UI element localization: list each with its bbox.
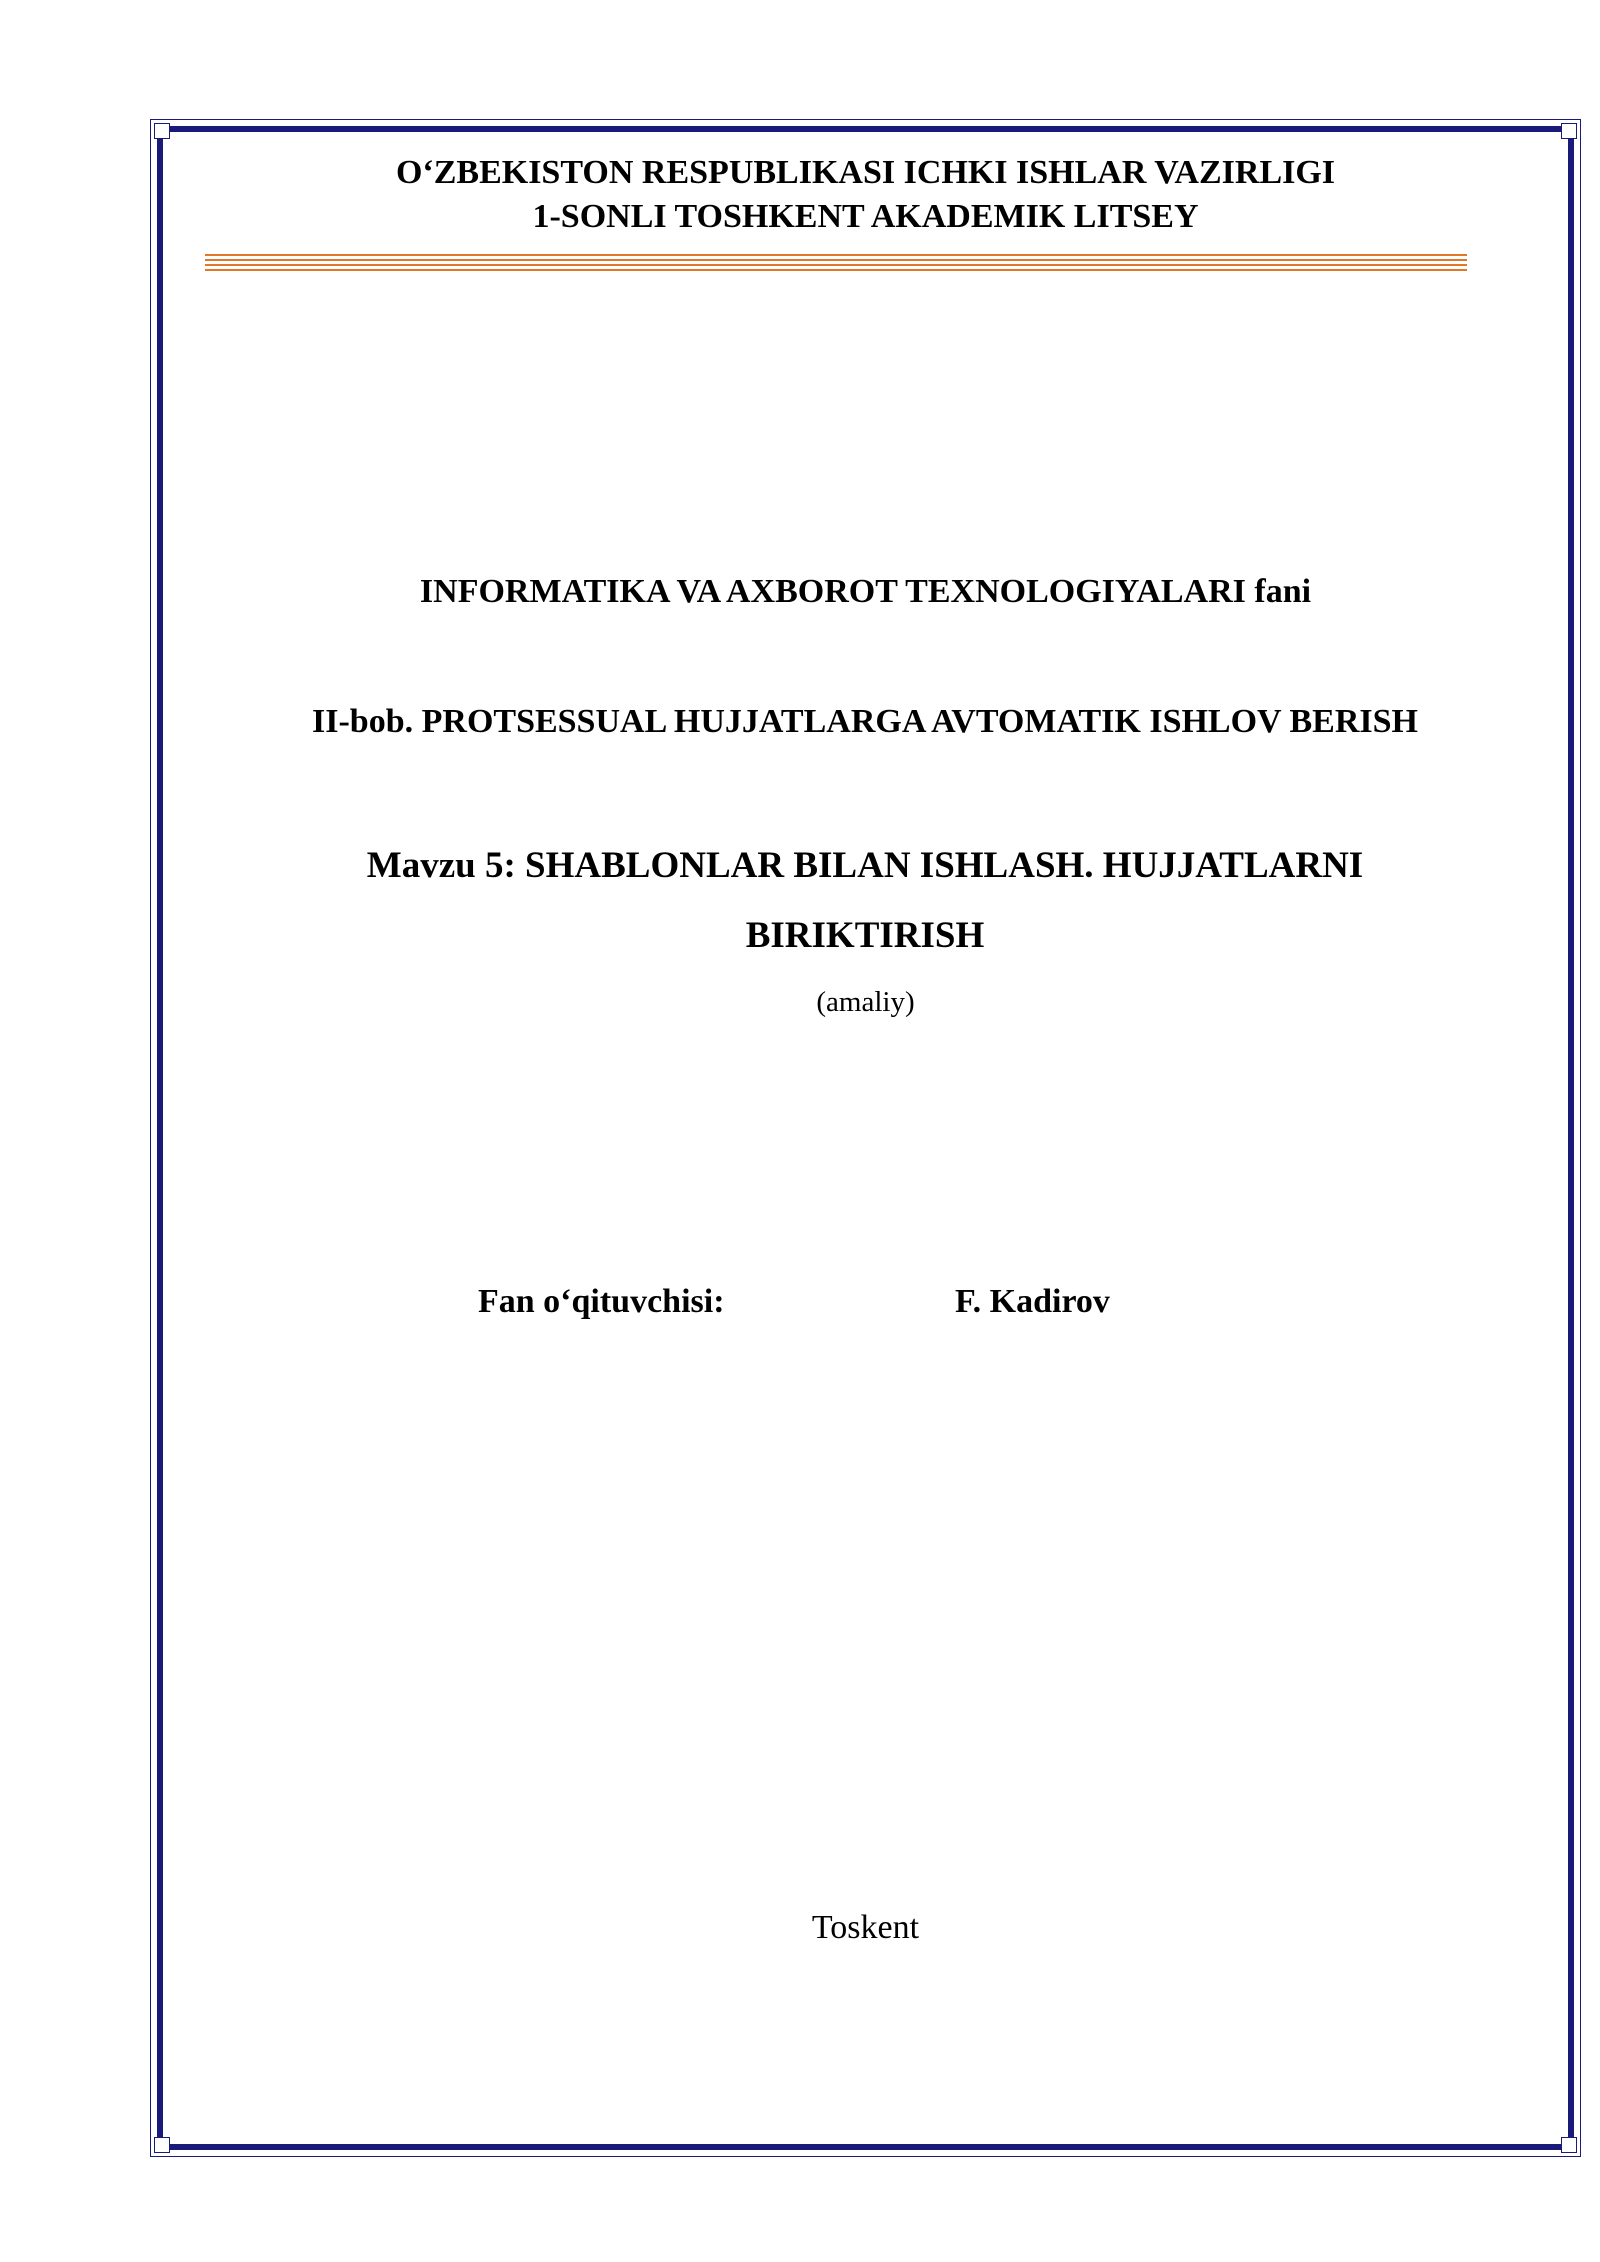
page-border bbox=[157, 126, 1574, 2150]
chapter-title: II-bob. PROTSESSUAL HUJJATLARGA AVTOMATIK ISHLOV BERISH bbox=[312, 703, 1418, 740]
border-corner-top-right bbox=[1561, 123, 1577, 139]
teacher-label: Fan o‘qituvchisi: bbox=[478, 1283, 725, 1320]
topic-title-line-1: Mavzu 5: SHABLONLAR BILAN ISHLASH. HUJJATLARNI bbox=[366, 845, 1364, 886]
topic-title-line-2: BIRIKTIRISH bbox=[745, 915, 985, 956]
teacher-name: F. Kadirov bbox=[955, 1283, 1110, 1320]
practical-label: (amaliy) bbox=[816, 986, 915, 1018]
border-corner-top-left bbox=[154, 123, 170, 139]
border-corner-bottom-left bbox=[154, 2137, 170, 2153]
city-name: Toskent bbox=[811, 1909, 920, 1946]
lyceum-title: 1-SONLI TOSHKENT AKADEMIK LITSEY bbox=[532, 198, 1199, 235]
border-corner-bottom-right bbox=[1561, 2137, 1577, 2153]
subject-title: INFORMATIKA VA AXBOROT TEXNOLOGIYALARI fani bbox=[419, 573, 1312, 610]
ministry-title: O‘ZBEKISTON RESPUBLIKASI ICHKI ISHLAR VAZIRLIGI bbox=[395, 154, 1336, 191]
header-divider bbox=[205, 254, 1467, 272]
